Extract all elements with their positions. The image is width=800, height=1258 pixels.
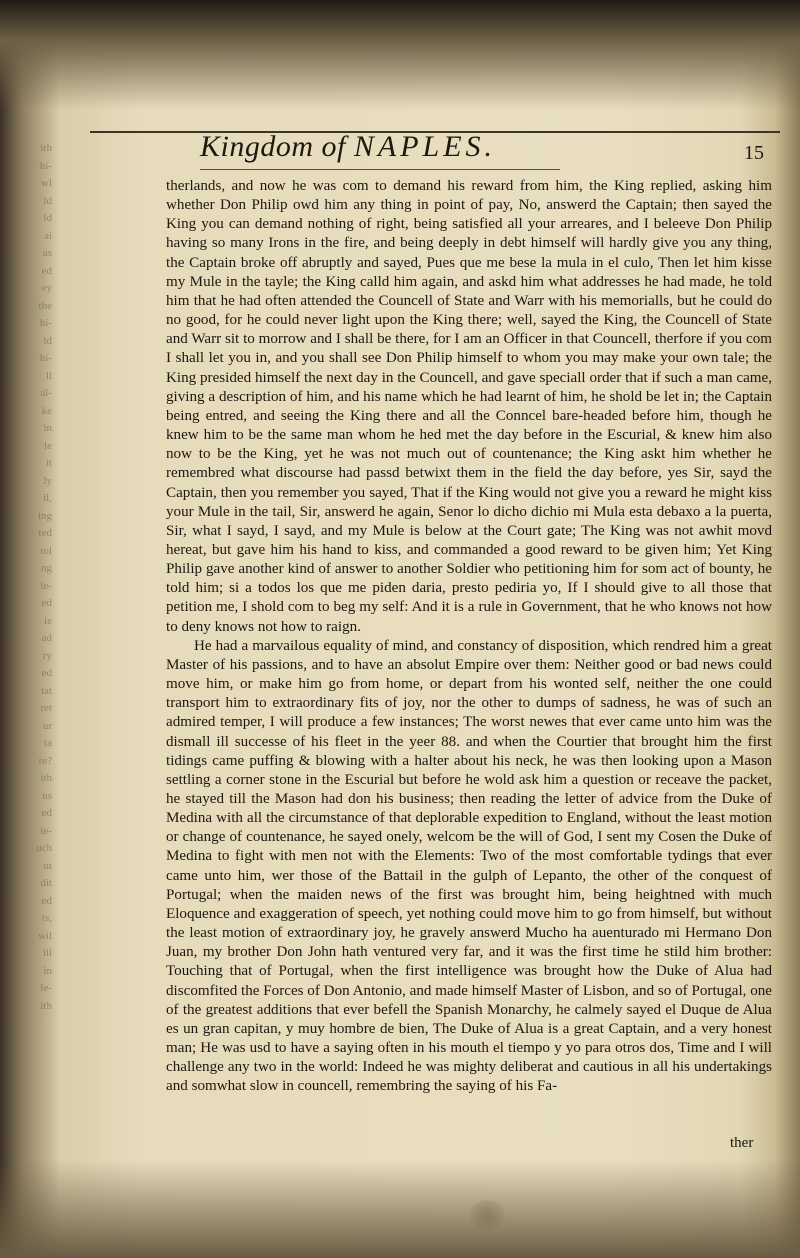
paragraph-2: He had a marvailous equality of mind, and constancy of disposition, which rendred him a great Master of his passions, and to have an absolut Empire over them: Neither good or bad news could move him, or make him go from home, or depart from his wonted self, neither the one could transport him to extraordinary fits of joy, nor the other to dumps of sadness, he was of such an admired temper, I will produce a few instances; The worst newes that ever came unto him was the dismall ill successe of his fleet in the yeer 88. and when the Courtier that brought him the first tidings came puffing & blowing with a halter about his neck, he was then looking upon a Mason settling a corner stone in the Escurial but before he wold ask him a question or receave the packet, he stayed till the Mason had don his business; then reading the letter of advice from the Duke of Medina with all the circumstance of that deplorable expedition to England, without the least motion or change of countenance, he sayed onely, welcom be the will of God, I sent my Cosen the Duke of Medina to fight with men not with the Elements: Two of the most comfortable tydings that ever came unto him, wer those of the Battail in the gulph of Lepanto, the other of the conquest of Portugal; when the maiden news of the first was brought him, being heightned with much Eloquence and exaggeration of speech, yet nothing could move him to go from himself, but without the least motion of extraordinary joy, he gravely answerd Mucho ha auenturado mi Hermano Don Juan, my brother Don John hath ventured very far, and it was the first time he stild him brother: Touching that of Portugal, when the first intelligence was brought how the Duke of Alua had discomfited the Forces of Don Antonio, and made himself Master of Lisbon, and so of Portugal, one of the greatest additions that ever befell the Spanish Monarchy, he calmely sayed el Duque de Alua es un gran capitan, y muy hombre de bien, The Duke of Alua is a great Captain, and a very honest man; He was usd to have a saying often in his mouth el tiempo y yo para otros dos, Time and I will challenge any two in the world: Indeed he was mighty deliberat and cautious in all his undertakings and somwhat slow in councell, remembring the saying of his Fa- (166, 637, 772, 1095)
bleed-fragment: hi- (39, 159, 52, 172)
bleed-fragment: ur (42, 719, 52, 732)
bleed-fragment: ut (43, 859, 52, 872)
bleed-fragment: le (44, 439, 52, 452)
bleed-fragment: ly (43, 474, 52, 487)
bleed-fragment: it (45, 457, 52, 469)
catchword: ther (730, 1135, 754, 1151)
bleed-fragment: le- (40, 579, 52, 592)
bleed-fragment: ts, (41, 912, 52, 924)
bleed-fragment: hi- (39, 317, 52, 329)
bleed-fragment: ing (37, 509, 52, 522)
running-head-underline (200, 169, 560, 170)
bleed-fragment: ey (41, 282, 52, 294)
bleed-fragment: as (42, 247, 52, 259)
bleed-fragment: al- (40, 387, 52, 399)
bleed-fragment: ith (40, 999, 52, 1012)
bleed-fragment: ill (42, 947, 52, 959)
bleed-fragment: ng (41, 562, 52, 574)
bleed-fragment: ed (41, 264, 52, 277)
bleed-fragment: re? (38, 754, 52, 767)
bleed-fragment: hi- (39, 352, 52, 364)
bleed-fragment: ll (45, 369, 52, 382)
main-text (166, 177, 772, 1097)
facing-page-bleed (0, 140, 58, 1140)
bleed-fragment: dit (40, 877, 52, 889)
running-head-place: NAPLES. (353, 130, 497, 163)
bleed-fragment: ed (41, 667, 52, 679)
bleed-fragment: ed (41, 894, 52, 907)
bleed-fragment: ith (40, 142, 52, 154)
bleed-fragment: ai (44, 229, 52, 242)
paragraph-1: therlands, and now he was com to demand his reward from him, the King replied, asking him whether Don Philip owd him any thing in point of pay, No, answerd the Captain; then sayed the King you can demand nothing of right, being satisfied all your arreares, and I beleeve Don Philip having so many Irons in the fire, and being deeply in debt himself will hardly give you any thing, the Captain broke off abruptly and sayed, Pues que me bese la mula in el culo, Then let him kisse my Mule in the tayle; the King calld him again, and askd him what addresses he had made, he told him that he had often attended the Councell of State and Warr with his memorialls, but he could do no good, for he could never light upon the King there; well, sayed the King, the Councell of State and Warr sit to morrow and I shall be there, for I am an Officer in that Councell, therfore if you com I shall let you in, and you shall see Don Philip himself to whom you may make your own tale; the King presided himself the next day in the Councell, and gave speciall order that if such a man came, giving a description of him, and his name which he had learnt of him, he shold be let in; the Captain being entred, and seeing the King there and all the Conncel bare-headed before him, though he knew him to be the same man whom he hed met the day before in the Escurial, & knew him also now to be the King, yet he was not much out of countenance; the King askt him whether he remembred what discourse had passd betwixt them in the field the day before, yes Sir, sayd the Captain, then you remember you sayed, That if the King would not give you a reward he might kiss your Mule in the tail, Sir, answerd he again, Senor lo dicho dichio mi Mula esta debaxo a la puerta, Sir, what I sayd, I sayd, and my Mule is below at the Court gate; The King was not awhit movd hereat, but gave him his hand to kiss, and commanded a good reward to be given him; Yet King Philip gave another kind of answer to another Soldier who petitioning him for som act of bounty, he told him; si a todos los que me piden daria, presto pediria yo, If I should give to all those that petition me, I shold com to beg my self: And it is a rule in Government, that he who knows not how to deny knows not how to raign. (166, 178, 772, 635)
bleed-fragment: ta (44, 737, 52, 749)
bleed-fragment: ad (41, 632, 52, 644)
bleed-fragment: ld (43, 334, 52, 347)
bleed-fragment: ie (44, 614, 52, 627)
bleed-fragment: wil (37, 929, 52, 942)
bleed-fragment: ke (41, 404, 52, 417)
bleed-fragment: ith (40, 772, 52, 784)
bleed-fragment: ed (41, 597, 52, 609)
bleed-fragment: uch (36, 842, 52, 854)
bleed-fragment: ie- (40, 824, 52, 837)
bleed-fragment: wl (41, 177, 52, 189)
bleed-fragment: the (38, 299, 52, 312)
paper-stain (470, 1200, 504, 1230)
bleed-fragment: il, (43, 492, 52, 504)
page-number: 15 (744, 142, 764, 164)
bleed-fragment: le- (40, 982, 52, 994)
bleed-fragment: ed (41, 807, 52, 819)
bleed-fragment: ns (42, 789, 52, 802)
bleed-fragment: in (43, 964, 52, 977)
bleed-fragment: ry (42, 649, 52, 662)
bleed-fragment: tat (41, 684, 52, 697)
bleed-fragment: tol (40, 544, 52, 557)
running-head (200, 130, 560, 170)
bleed-fragment: ld (43, 212, 52, 224)
bleed-fragment: ld (43, 194, 52, 207)
running-head-text: Kingdom of (200, 130, 346, 163)
bleed-fragment: ted (38, 527, 52, 539)
bleed-fragment: ret (40, 702, 52, 714)
bleed-fragment: in (43, 422, 52, 434)
